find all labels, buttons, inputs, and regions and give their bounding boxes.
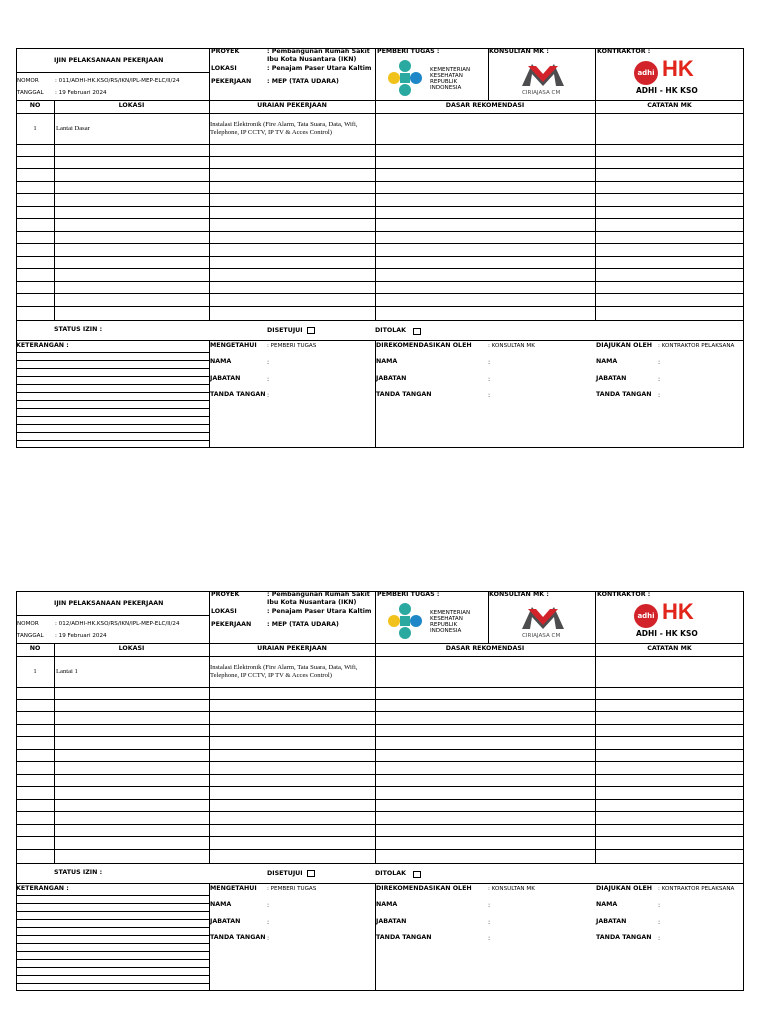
jabatan-colon: : <box>488 919 491 926</box>
header-divider <box>375 591 376 643</box>
hk-logo-icon: HK <box>662 56 694 81</box>
col-divider <box>375 643 376 864</box>
nama-label: NAMA <box>596 358 618 365</box>
keterangan-line <box>16 919 209 920</box>
header-divider <box>209 591 210 643</box>
direkomendasikan-label: DIREKOMENDASIKAN OLEH <box>376 342 472 349</box>
row-uraian <box>210 664 358 680</box>
header-divider <box>488 48 489 100</box>
row-uraian-line: Telephone, IP CCTV, IP TV & Acces Control) <box>210 672 332 679</box>
pemberi-tugas-label: PEMBERI TUGAS : <box>377 591 440 598</box>
nama-colon: : <box>267 359 270 366</box>
tanda-tangan-colon: : <box>267 392 270 399</box>
keterangan-line <box>16 424 209 425</box>
keterangan-line <box>16 959 209 960</box>
tanda-tangan-label: TANDA TANGAN <box>596 934 652 941</box>
lokasi-value: : Penajam Paser Utara Kaltim <box>267 608 372 615</box>
ciriajasa-name: CIRIAJASA CM <box>522 90 561 96</box>
kemenkes-logo-icon <box>387 602 427 640</box>
mengetahui-label: MENGETAHUI <box>210 885 257 892</box>
jabatan-colon: : <box>267 919 270 926</box>
tanda-tangan-label: TANDA TANGAN <box>210 934 266 941</box>
col-divider <box>595 100 596 321</box>
jabatan-label: JABATAN <box>376 375 407 382</box>
header-rule <box>16 615 210 616</box>
jabatan-colon: : <box>488 376 491 383</box>
tanda-tangan-colon: : <box>658 935 661 942</box>
col-divider <box>54 100 55 321</box>
keterangan-line <box>16 951 209 952</box>
mengetahui-value: : PEMBERI TUGAS <box>267 886 317 892</box>
nama-colon: : <box>658 902 661 909</box>
mengetahui-label: MENGETAHUI <box>210 342 257 349</box>
nomor-value: : 011/ADHI-HK.KSO/RS/IKN/IPL-MEP-ELC/II/24 <box>55 78 180 84</box>
row-uraian-line: Instalasi Elektronik (Fire Alarm, Tata Suara, Data, Wifi, <box>210 121 358 128</box>
form-title: IJIN PELAKSANAAN PEKERJAAN <box>54 57 164 64</box>
kemenkes-line: KEMENTERIAN <box>430 610 471 616</box>
disetujui-label: DISETUJUI <box>267 327 303 334</box>
nama-colon: : <box>488 359 491 366</box>
nama-label: NAMA <box>596 901 618 908</box>
keterangan-line <box>16 935 209 936</box>
table-row-rule <box>16 761 744 762</box>
row-uraian-line: Instalasi Elektronik (Fire Alarm, Tata Suara, Data, Wifi, <box>210 664 358 671</box>
hk-logo-icon: HK <box>662 599 694 624</box>
tanda-tangan-colon: : <box>488 392 491 399</box>
header-divider <box>209 48 210 100</box>
disetujui-checkbox[interactable] <box>307 870 315 877</box>
pekerjaan-label: PEKERJAAN <box>211 78 252 85</box>
table-row-rule <box>16 811 744 812</box>
konsultan-label: KONSULTAN MK : <box>489 48 549 55</box>
table-row-rule <box>16 193 744 194</box>
jabatan-colon: : <box>267 376 270 383</box>
nama-label: NAMA <box>376 901 398 908</box>
keterangan-line <box>16 416 209 417</box>
nomor-label: NOMOR <box>17 78 39 84</box>
table-row-rule <box>16 824 744 825</box>
tanggal-label: TANGGAL <box>17 90 44 96</box>
col-header-lokasi: LOKASI <box>118 645 145 652</box>
proyek-label: PROYEK <box>211 48 240 55</box>
table-row-rule <box>16 281 744 282</box>
header-rule <box>16 72 210 73</box>
row-no: 1 <box>33 668 37 675</box>
table-header-rule <box>16 656 744 657</box>
keterangan-line <box>16 927 209 928</box>
jabatan-colon: : <box>658 376 661 383</box>
keterangan-line <box>16 408 209 409</box>
keterangan-line <box>16 943 209 944</box>
pekerjaan-value: : MEP (TATA UDARA) <box>267 78 339 85</box>
tanda-tangan-label: TANDA TANGAN <box>376 934 432 941</box>
ciriajasa-name: CIRIAJASA CM <box>522 633 561 639</box>
row-lokasi: Lantai 1 <box>56 668 78 675</box>
col-header-uraian: URAIAN PEKERJAAN <box>257 645 327 652</box>
pekerjaan-label: PEKERJAAN <box>211 621 252 628</box>
table-row-rule <box>16 849 744 850</box>
table-row-rule <box>16 293 744 294</box>
proyek-value: : Pembangunan Rumah Sakit <box>267 591 370 598</box>
keterangan-line <box>16 352 209 353</box>
table-row-rule <box>16 699 744 700</box>
nama-colon: : <box>267 902 270 909</box>
keterangan-line <box>16 895 209 896</box>
ciriajasa-logo-icon <box>520 60 566 88</box>
pekerjaan-value: : MEP (TATA UDARA) <box>267 621 339 628</box>
lokasi-value: : Penajam Paser Utara Kaltim <box>267 65 372 72</box>
ditolak-checkbox[interactable] <box>413 328 421 335</box>
nama-label: NAMA <box>376 358 398 365</box>
table-row-rule <box>16 168 744 169</box>
table-row-rule <box>16 181 744 182</box>
nama-label: NAMA <box>210 358 232 365</box>
diajukan-label: DIAJUKAN OLEH <box>596 342 653 349</box>
tanda-tangan-label: TANDA TANGAN <box>376 391 432 398</box>
diajukan-value: : KONTRAKTOR PELAKSANA <box>658 343 735 349</box>
col-header-lokasi: LOKASI <box>118 102 145 109</box>
header-divider <box>595 591 596 643</box>
kemenkes-line: KESEHATAN <box>430 616 463 622</box>
keterangan-line <box>16 368 209 369</box>
proyek-value: : Pembangunan Rumah Sakit <box>267 48 370 55</box>
jabatan-colon: : <box>658 919 661 926</box>
row-uraian <box>210 121 358 137</box>
diajukan-label: DIAJUKAN OLEH <box>596 885 653 892</box>
adhi-logo-icon: adhi <box>634 61 658 85</box>
header-divider <box>595 48 596 100</box>
table-row-rule <box>16 306 744 307</box>
table-row-rule <box>16 774 744 775</box>
table-top-rule <box>16 643 744 644</box>
kontraktor-label: KONTRAKTOR : <box>597 591 651 598</box>
tanggal-value: : 19 Februari 2024 <box>55 90 107 96</box>
diajukan-value: : KONTRAKTOR PELAKSANA <box>658 886 735 892</box>
kemenkes-line: INDONESIA <box>430 85 462 91</box>
kontraktor-label: KONTRAKTOR : <box>597 48 651 55</box>
signature-top-rule <box>16 340 744 341</box>
signature-top-rule <box>16 883 744 884</box>
kemenkes-line: REPUBLIK <box>430 622 458 628</box>
keterangan-line <box>16 975 209 976</box>
kemenkes-line: KESEHATAN <box>430 73 463 79</box>
table-row-rule <box>16 218 744 219</box>
tanda-tangan-colon: : <box>658 392 661 399</box>
table-row-rule <box>16 724 744 725</box>
nama-colon: : <box>658 359 661 366</box>
ciriajasa-logo-icon <box>520 603 566 631</box>
col-header-no: NO <box>29 645 41 652</box>
tanda-tangan-colon: : <box>488 935 491 942</box>
ditolak-checkbox[interactable] <box>413 871 421 878</box>
table-header-rule <box>16 113 744 114</box>
work-permit-form-1 <box>16 48 744 448</box>
kemenkes-logo-icon <box>387 59 427 97</box>
col-header-catatan: CATATAN MK <box>647 645 692 652</box>
keterangan-line <box>16 903 209 904</box>
table-row-rule <box>16 268 744 269</box>
mengetahui-value: : PEMBERI TUGAS <box>267 343 317 349</box>
table-top-rule <box>16 100 744 101</box>
direkomendasikan-value: : KONSULTAN MK <box>488 343 535 349</box>
table-row-rule <box>16 156 744 157</box>
table-row-rule <box>16 256 744 257</box>
header-divider <box>488 591 489 643</box>
table-row-rule <box>16 711 744 712</box>
table-row-rule <box>16 749 744 750</box>
work-permit-form-2 <box>16 591 744 991</box>
ditolak-label: DITOLAK <box>375 327 406 334</box>
header-divider <box>375 48 376 100</box>
table-row-rule <box>16 736 744 737</box>
kemenkes-name <box>430 610 470 634</box>
table-row-rule <box>16 206 744 207</box>
keterangan-line <box>16 360 209 361</box>
nomor-label: NOMOR <box>17 621 39 627</box>
table-row-rule <box>16 786 744 787</box>
kemenkes-line: KEMENTERIAN <box>430 67 471 73</box>
row-lokasi: Lantai Dasar <box>56 125 90 132</box>
kemenkes-line: REPUBLIK <box>430 79 458 85</box>
proyek-value-line-2: Ibu Kota Nusantara (IKN) <box>267 56 357 63</box>
nama-label: NAMA <box>210 901 232 908</box>
table-row-rule <box>16 687 744 688</box>
col-divider <box>595 643 596 864</box>
pemberi-tugas-label: PEMBERI TUGAS : <box>377 48 440 55</box>
keterangan-label: KETERANGAN : <box>16 885 69 892</box>
tanda-tangan-label: TANDA TANGAN <box>210 391 266 398</box>
form-title: IJIN PELAKSANAAN PEKERJAAN <box>54 600 164 607</box>
lokasi-label: LOKASI <box>211 65 237 72</box>
status-label: STATUS IZIN : <box>54 869 103 876</box>
table-row-rule <box>16 799 744 800</box>
jabatan-label: JABATAN <box>376 918 407 925</box>
proyek-label: PROYEK <box>211 591 240 598</box>
nomor-value: : 012/ADHI-HK.KSO/RS/IKN/IPL-MEP-ELC/II/24 <box>55 621 180 627</box>
row-no: 1 <box>33 125 37 132</box>
col-header-uraian: URAIAN PEKERJAAN <box>257 102 327 109</box>
col-header-dasar: DASAR REKOMENDASI <box>445 102 525 109</box>
keterangan-line <box>16 392 209 393</box>
konsultan-label: KONSULTAN MK : <box>489 591 549 598</box>
jabatan-label: JABATAN <box>596 375 627 382</box>
keterangan-line <box>16 967 209 968</box>
nama-colon: : <box>488 902 491 909</box>
kontraktor-name: ADHI - HK KSO <box>636 629 698 638</box>
keterangan-line <box>16 384 209 385</box>
table-row-rule <box>16 243 744 244</box>
jabatan-label: JABATAN <box>210 918 241 925</box>
table-row-rule <box>16 836 744 837</box>
keterangan-line <box>16 376 209 377</box>
jabatan-label: JABATAN <box>596 918 627 925</box>
direkomendasikan-value: : KONSULTAN MK <box>488 886 535 892</box>
col-header-no: NO <box>29 102 41 109</box>
disetujui-label: DISETUJUI <box>267 870 303 877</box>
adhi-logo-icon: adhi <box>634 604 658 628</box>
col-divider <box>375 100 376 321</box>
disetujui-checkbox[interactable] <box>307 327 315 334</box>
keterangan-line <box>16 983 209 984</box>
kemenkes-name <box>430 67 470 91</box>
proyek-value-line-2: Ibu Kota Nusantara (IKN) <box>267 599 357 606</box>
status-label: STATUS IZIN : <box>54 326 103 333</box>
lokasi-label: LOKASI <box>211 608 237 615</box>
jabatan-label: JABATAN <box>210 375 241 382</box>
row-uraian-line: Telephone, IP CCTV, IP TV & Acces Control) <box>210 129 332 136</box>
ditolak-label: DITOLAK <box>375 870 406 877</box>
keterangan-line <box>16 432 209 433</box>
col-divider <box>54 643 55 864</box>
keterangan-label: KETERANGAN : <box>16 342 69 349</box>
kontraktor-name: ADHI - HK KSO <box>636 86 698 95</box>
table-bottom-rule <box>16 320 744 321</box>
tanda-tangan-colon: : <box>267 935 270 942</box>
kemenkes-line: INDONESIA <box>430 628 462 634</box>
table-row-rule <box>16 231 744 232</box>
keterangan-line <box>16 911 209 912</box>
table-row-rule <box>16 144 744 145</box>
col-header-dasar: DASAR REKOMENDASI <box>445 645 525 652</box>
direkomendasikan-label: DIREKOMENDASIKAN OLEH <box>376 885 472 892</box>
tanda-tangan-label: TANDA TANGAN <box>596 391 652 398</box>
table-bottom-rule <box>16 863 744 864</box>
keterangan-line <box>16 400 209 401</box>
tanggal-value: : 19 Februari 2024 <box>55 633 107 639</box>
keterangan-line <box>16 440 209 441</box>
col-header-catatan: CATATAN MK <box>647 102 692 109</box>
tanggal-label: TANGGAL <box>17 633 44 639</box>
